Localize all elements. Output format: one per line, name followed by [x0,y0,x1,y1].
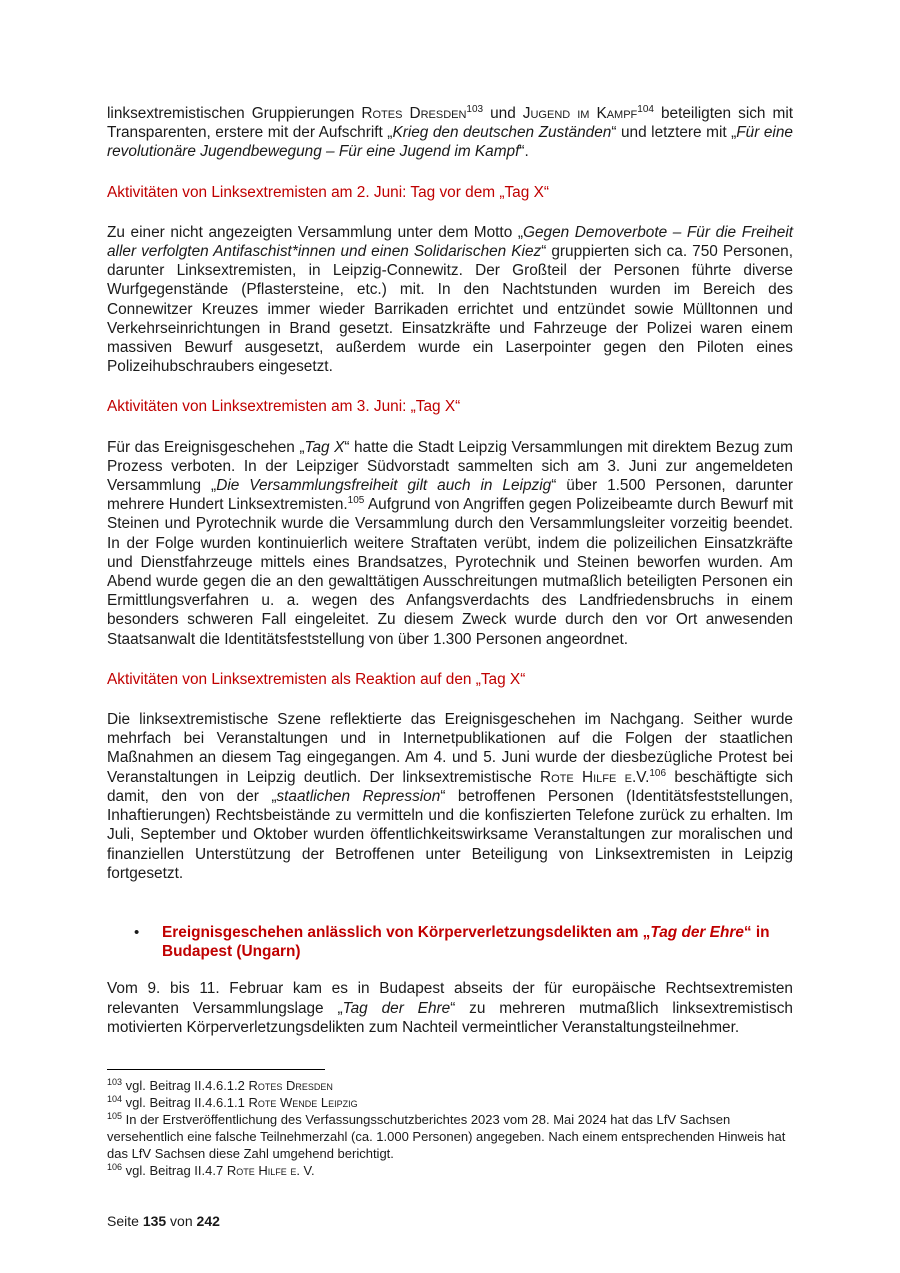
footnote-106: $^{106}$ vgl. Beitrag II.4.7 Rote Hilfe e. V. [107,1162,315,1178]
paragraph-june-2: Zu einer nicht angezeigten Versammlung unter dem Motto „Gegen Demoverbote – Für die Freiheit aller verfolgten Antifaschist*innen und einen Solidarischen Kiez“ gruppierten sich ca. 750 Personen, darunter Linksextremisten, in Leipzig-Connewitz. Der Großteil der Personen führte diverse Wurfgegenstände (Pflastersteine, etc.) mit. In den Nachtstunden wurden im Bereich des Connewitzer Kreuzes immer wieder Barrikaden errichtet und entzündet sowie Mülltonnen und Verkehrseinrichtungen in Brand gesetzt. Einsatzkräfte und Fahrzeuge der Polizei waren einem massiven Bewurf ausgesetzt, außerdem wurde ein Laserpointer gegen den Piloten eines Polizeihubschraubers eingesetzt. [107,223,794,376]
paragraph-june-3: Für das Ereignisgeschehen „Tag X“ hatte die Stadt Leipzig Versammlungen mit direktem Bezug zum Prozess verboten. In der Leipziger Südvorstadt sammelten sich am 3. Juni zur angemeldeten Versammlung „Die Versammlungsfreiheit gilt auch in Leipzig“ über 1.500 Personen, darunter mehrere Hundert Linksextremisten.$^{105}$ Aufgrund von Angriffen gegen Polizeibeamte durch Bewurf mit Steinen und Pyrotechnik wurde die Versammlung durch den Versammlungsleiter vorzeitig beendet. In der Folge wurden kontinuierlich weitere Straftaten verübt, indem die polizeilichen Einsatzkräfte und Dienstfahrzeuge mittels eines Brandsatzes, Pyrotechnik und Steinen beworfen wurden. Am Abend wurde gegen die an den gewalttätigen Ausschreitungen mutmaßlich beteiligten Personen ein Ermittlungsverfahren u. a. wegen des Anfangsverdachts des Landfriedensbruchs in einem besonders schweren Fall eingeleitet. Zu diesem Zweck wurde durch den vor Ort anwesenden Staatsanwalt die Identitätsfeststellung von über 1.300 Personen angeordnet. [107,438,794,648]
motto-quote: Gegen Demoverbote – Für die Freiheit aller verfolgten Antifaschist*innen und einen Solidarischen Kiez [107,223,794,261]
org-name: Rotes Dresden [361,105,467,122]
footnote-ref: 103 [466,104,484,115]
banner-quote: Krieg den deutschen Zuständen [392,124,612,142]
footnote-105: $^{105}$ In der Erstveröffentlichung des Verfassungsschutzberichtes 2023 vom 28. Mai 2024 hat das LfV Sachsen versehentlich eine falsche Teilnehmerzahl (ca. 1.000 Personen) angegeben. Nach einem entsprechenden Hinweis hat das LfV Sachsen diese Zahl umgehend berichtigt. [107,1111,786,1161]
repression-quote: staatlichen Repression [276,787,441,805]
footnotes [107,1077,793,1179]
bullet-heading [107,923,793,961]
subheading-june-2: Aktivitäten von Linksextremisten am 2. Juni: Tag vor dem „Tag X“ [107,183,549,201]
footnote-ref: 105 [347,495,365,507]
footnote-103: $^{103}$ vgl. Beitrag II.4.6.1.2 Rotes Dresden [107,1077,333,1093]
footnote-ref: 106 [649,767,667,779]
paragraph-budapest: Vom 9. bis 11. Februar kam es in Budapest abseits der für europäische Rechtsextremisten relevanten Versammlungslage „Tag der Ehre“ zu mehreren mutmaßlich linksextremistisch motivierten Körperverletzungsdelikten zum Nachteil vermeintlicher Veranstaltungsteilnehmer. [107,980,793,1036]
page-number: Seite 135 von 242 [107,1213,220,1229]
paragraph-intro: linksextremistischen Gruppierungen Rotes Dresden$^{103}$ und Jugend im Kampf$^{104}$ beteiligten sich mit Transparenten, erstere mit der Aufschrift „Krieg den deutschen Zuständen“ und letztere mit „Für eine revolutionäre Jugendbewegung – Für eine Jugend im Kampf“. [107,104,794,161]
bullet-heading-text: Ereignisgeschehen anlässlich von Körperverletzungsdelikten am „Tag der Ehre“ in Budapest (Ungarn) [162,923,770,961]
subheading-reaction: Aktivitäten von Linksextremisten als Reaktion auf den „Tag X“ [107,670,526,688]
org-name: Jugend im Kampf [522,105,638,122]
paragraph-reaction: Die linksextremistische Szene reflektierte das Ereignisgeschehen im Nachgang. Seither wurde mehrfach bei Veranstaltungen und in Internetpublikationen auf die Folgen der staatlichen Maßnahmen an diesem Tag eingegangen. Am 4. und 5. Juni wurde der diesbezügliche Protest bei Veranstaltungen in Leipzig deutlich. Der linksextremistische Rote Hilfe e.V.$^{106}$ beschäftigte sich damit, den von der „staatlichen Repression“ betroffenen Personen (Identitätsfeststellungen, Inhaftierungen) Rechtsbeistände zu vermitteln und die konfiszierten Telefone zurück zu erhalten. Im Juli, September und Oktober wurden öffentlichkeitswirksame Veranstaltungen zur moralischen und finanziellen Unterstützung der Betroffenen unter Beteiligung von Linksextremisten in Leipzig fortgesetzt. [107,711,794,882]
event-quote: Tag der Ehre [342,999,451,1017]
subheading-june-3: Aktivitäten von Linksextremisten am 3. Juni: „Tag X“ [107,398,461,416]
footnote-divider [107,1069,325,1070]
footnote-ref: 104 [637,104,654,115]
assembly-quote: Die Versammlungsfreiheit gilt auch in Leipzig [216,477,552,495]
event-quote: Tag X [304,438,345,456]
bullet-icon: • [134,923,140,941]
banner-quote: Für eine revolutionäre Jugendbewegung – Für eine Jugend im Kampf [107,124,793,161]
org-name: Rote Hilfe e.V. [539,768,650,786]
body-text [107,104,793,1037]
footnote-104: $^{104}$ vgl. Beitrag II.4.6.1.1 Rote Wende Leipzig [107,1094,358,1110]
